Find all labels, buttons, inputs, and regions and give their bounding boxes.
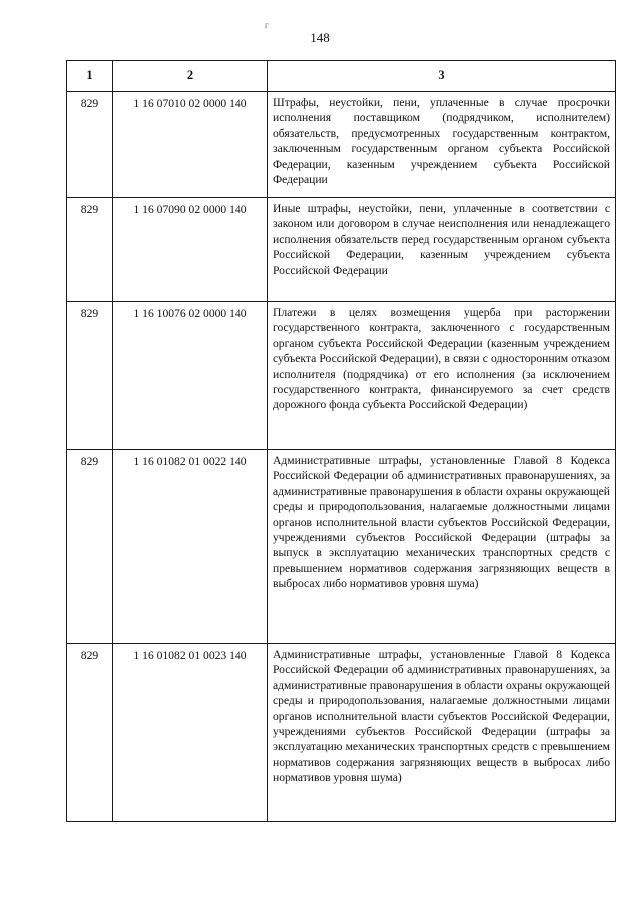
admin-code-cell: 829 [67,198,113,302]
kbk-code-cell: 1 16 01082 01 0023 140 [113,644,268,822]
admin-code-cell: 829 [67,450,113,644]
description-cell: Штрафы, неустойки, пени, уплаченные в случае просрочки исполнения поставщиком (подрядчиком, исполнителем) обязательств, предусмотренных государственным контрактом, заключенным государственным органом субъекта Российской Федерации, казенным учреждением субъекта Российской Федерации [268,92,616,198]
table-row [67,198,616,302]
scan-mark: г [265,20,269,30]
table-header-row [67,61,616,92]
description-cell: Административные штрафы, установленные Главой 8 Кодекса Российской Федерации об административных правонарушениях, за административные правонарушения в области охраны окружающей среды и природопользования, налагаемые должностными лицами органов исполнительной власти субъектов Российской Федерации, учреждениями субъектов Российской Федерации (штрафы за эксплуатацию механических транспортных средств с превышением нормативов содержания загрязняющих веществ в выбросах либо нормативов уровня шума) [268,644,616,822]
kbk-code-cell: 1 16 10076 02 0000 140 [113,302,268,450]
admin-code-cell: 829 [67,302,113,450]
table-row [67,302,616,450]
kbk-code-cell: 1 16 07090 02 0000 140 [113,198,268,302]
column-header-3: 3 [268,61,616,92]
admin-code-cell: 829 [67,644,113,822]
admin-code-cell: 829 [67,92,113,198]
table-row [67,644,616,822]
table-row [67,450,616,644]
kbk-code-cell: 1 16 07010 02 0000 140 [113,92,268,198]
revenue-codes-table [66,60,616,822]
description-cell: Иные штрафы, неустойки, пени, уплаченные в соответствии с законом или договором в случае неисполнения или ненадлежащего исполнения обязательств перед государственным органом субъекта Российской Федерации, казенным учреждением субъекта Российской Федерации [268,198,616,302]
kbk-code-cell: 1 16 01082 01 0022 140 [113,450,268,644]
table-row [67,92,616,198]
description-cell: Административные штрафы, установленные Главой 8 Кодекса Российской Федерации об административных правонарушениях, за административные правонарушения в области охраны окружающей среды и природопользования, налагаемые должностными лицами органов исполнительной власти субъектов Российской Федерации, учреждениями субъектов Российской Федерации (штрафы за выпуск в эксплуатацию механических транспортных средств с превышением нормативов содержания загрязняющих веществ в выбросах либо нормативов уровня шума) [268,450,616,644]
column-header-1: 1 [67,61,113,92]
column-header-2: 2 [113,61,268,92]
page-number: 148 [310,30,330,45]
description-cell: Платежи в целях возмещения ущерба при расторжении государственного контракта, заключенного с государственным органом субъекта Российской Федерации (казенным учреждением субъекта Российской Федерации), в связи с односторонним отказом исполнителя (подрядчика) от его исполнения (за исключением государственного контракта, финансируемого за счет средств дорожного фонда субъекта Российской Федерации) [268,302,616,450]
